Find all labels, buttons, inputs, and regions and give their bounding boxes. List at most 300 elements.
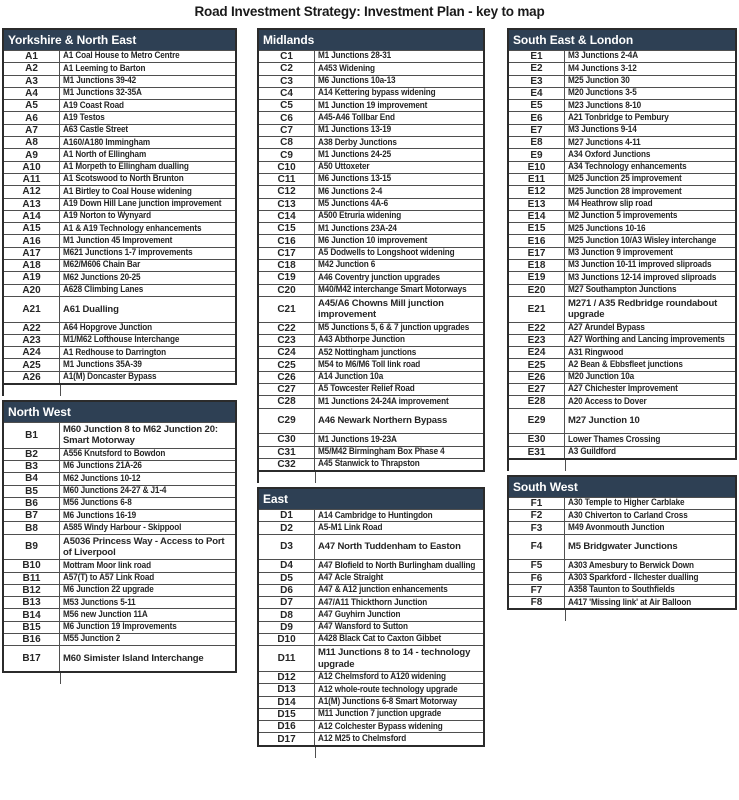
table-row <box>4 448 235 460</box>
row-desc-text: A303 Amesbury to Berwick Down <box>568 560 694 571</box>
row-desc-text: A500 Etruria widening <box>318 210 402 222</box>
row-desc-text: A358 Taunton to Southfields <box>568 584 675 596</box>
row-id-cell: D15 <box>259 709 315 720</box>
row-desc-cell <box>315 522 483 533</box>
row-desc-cell <box>60 88 235 99</box>
row-id-cell: A17 <box>4 248 60 259</box>
row-desc-cell <box>315 63 483 74</box>
row-desc-cell <box>315 359 483 370</box>
table-row <box>4 346 235 358</box>
row-id-cell: E7 <box>509 125 565 136</box>
row-desc-text: M1 Junctions 24-24A improvement <box>318 396 449 407</box>
row-id-cell: A7 <box>4 125 60 136</box>
row-desc-text: A27 Arundel Bypass <box>568 322 645 333</box>
row-desc-cell <box>315 88 483 99</box>
row-desc-text: A2 Bean & Ebbsfleet junctions <box>568 359 683 370</box>
row-desc-cell <box>315 248 483 259</box>
row-id-cell: C20 <box>259 285 315 296</box>
row-desc-text: M53 Junctions 5-11 <box>63 597 136 608</box>
row-desc-text: A1 Leeming to Barton <box>63 63 146 74</box>
row-desc-text: M56 new Junction 11A <box>63 609 148 620</box>
table-row <box>259 509 483 521</box>
row-desc-text: A628 Climbing Lanes <box>63 284 144 296</box>
row-id-cell: B6 <box>4 498 60 509</box>
row-id-cell: B15 <box>4 622 60 633</box>
row-id-cell: E17 <box>509 248 565 259</box>
row-desc-text: A5 Dodwells to Longshoot widening <box>318 247 455 259</box>
row-id-cell: F8 <box>509 597 565 608</box>
row-desc-cell <box>60 597 235 608</box>
row-desc-text: M1 Junctions 28-31 <box>318 51 392 62</box>
table-row <box>259 346 483 358</box>
row-desc-text: A43 Abthorpe Junction <box>318 334 405 346</box>
row-desc-text: M1 Junctions 23A-24 <box>318 223 397 234</box>
table-row <box>259 446 483 458</box>
row-desc-text: A47 Guyhirn Junction <box>318 609 401 620</box>
row-id-cell: A21 <box>4 297 60 322</box>
row-id-cell: A1 <box>4 51 60 62</box>
row-desc-cell <box>315 199 483 210</box>
row-id-cell: E10 <box>509 162 565 173</box>
row-id-cell: C26 <box>259 372 315 383</box>
row-desc-cell <box>60 522 235 533</box>
table-row <box>4 334 235 346</box>
row-desc-cell <box>60 498 235 509</box>
row-desc-text: A5036 Princess Way - Access to Port of Liverpool <box>63 535 225 558</box>
row-id-cell: B11 <box>4 573 60 584</box>
row-id-cell: E26 <box>509 372 565 383</box>
row-id-cell: A18 <box>4 260 60 271</box>
region-rows <box>259 50 483 470</box>
row-desc-cell <box>565 297 735 322</box>
row-id-cell: E28 <box>509 396 565 407</box>
row-desc-text: M1 Junction 45 Improvement <box>63 235 173 246</box>
row-desc-cell <box>565 510 735 521</box>
row-desc-cell <box>565 149 735 160</box>
table-row <box>259 408 483 434</box>
row-desc-cell <box>60 323 235 334</box>
table-row <box>259 371 483 383</box>
row-desc-text: M5 Junctions 5, 6 & 7 junction upgrades <box>318 322 470 333</box>
table-row <box>509 371 735 383</box>
row-id-cell: F4 <box>509 535 565 560</box>
row-desc-cell <box>565 323 735 334</box>
table-row <box>259 383 483 395</box>
region-section <box>507 475 737 611</box>
table-row <box>509 210 735 222</box>
row-id-cell: E22 <box>509 323 565 334</box>
table-row <box>4 50 235 62</box>
row-desc-cell <box>565 88 735 99</box>
row-desc-cell <box>60 162 235 173</box>
row-id-cell: B7 <box>4 510 60 521</box>
table-row <box>4 534 235 560</box>
row-desc-cell <box>315 535 483 560</box>
row-desc-cell <box>315 186 483 197</box>
table-row <box>509 87 735 99</box>
table-row <box>259 708 483 720</box>
table-row <box>259 161 483 173</box>
row-id-cell: A3 <box>4 76 60 87</box>
row-desc-text: Lower Thames Crossing <box>568 434 661 445</box>
row-id-cell: A10 <box>4 162 60 173</box>
row-desc-cell <box>315 733 483 744</box>
table-row <box>259 720 483 732</box>
row-desc-text: A47 Wansford to Sutton <box>318 621 408 633</box>
table-row <box>509 75 735 87</box>
row-id-cell: B13 <box>4 597 60 608</box>
row-id-cell: E20 <box>509 285 565 296</box>
row-id-cell: C28 <box>259 396 315 407</box>
table-row <box>509 433 735 445</box>
row-desc-text: A46 Newark Northern Bypass <box>318 415 448 427</box>
table-row <box>259 185 483 197</box>
row-desc-text: M6 Junctions 10a-13 <box>318 75 396 87</box>
row-id-cell: C4 <box>259 88 315 99</box>
row-desc-cell <box>60 125 235 136</box>
row-desc-cell <box>315 285 483 296</box>
row-desc-cell <box>315 235 483 246</box>
row-desc-text: M62 Junctions 20-25 <box>63 272 141 283</box>
row-desc-cell <box>565 186 735 197</box>
row-desc-text: M3 Junction 10-11 improved sliproads <box>568 260 712 271</box>
row-id-cell: E13 <box>509 199 565 210</box>
row-desc-cell <box>565 434 735 445</box>
row-desc-cell <box>315 347 483 358</box>
table-row <box>509 136 735 148</box>
table-row <box>259 99 483 111</box>
row-desc-text: A303 Sparkford - Ilchester dualling <box>568 572 699 583</box>
row-id-cell: D4 <box>259 560 315 571</box>
row-desc-cell <box>315 672 483 683</box>
row-desc-cell <box>315 609 483 620</box>
row-id-cell: C14 <box>259 211 315 222</box>
table-row <box>259 234 483 246</box>
table-row <box>4 497 235 509</box>
row-desc-text: A27 Chichester Improvement <box>568 384 678 395</box>
table-row <box>259 696 483 708</box>
row-id-cell: C7 <box>259 125 315 136</box>
row-id-cell: F5 <box>509 560 565 571</box>
row-desc-cell <box>315 260 483 271</box>
table-row <box>509 446 735 458</box>
row-desc-cell <box>60 510 235 521</box>
row-desc-cell <box>565 162 735 173</box>
table-row <box>4 99 235 111</box>
row-id-cell: C9 <box>259 149 315 160</box>
table-row <box>259 173 483 185</box>
region-column-middle <box>257 28 485 762</box>
row-desc-text: A1 Morpeth to Ellingham dualling <box>63 161 189 173</box>
row-desc-cell <box>565 51 735 62</box>
region-section <box>257 487 485 747</box>
table-row <box>4 124 235 136</box>
table-row <box>259 608 483 620</box>
table-row <box>509 334 735 346</box>
table-row <box>509 346 735 358</box>
row-desc-text: M5 Bridgwater Junctions <box>568 541 678 553</box>
table-row <box>509 534 735 560</box>
table-row <box>509 111 735 123</box>
row-id-cell: C21 <box>259 297 315 322</box>
table-row <box>509 259 735 271</box>
row-id-cell: E14 <box>509 211 565 222</box>
row-desc-text: A14 Cambridge to Huntingdon <box>318 510 433 521</box>
row-desc-cell <box>60 535 235 560</box>
table-row <box>4 148 235 160</box>
table-row <box>259 534 483 560</box>
empty-row-stub <box>507 610 566 621</box>
row-id-cell: D3 <box>259 535 315 560</box>
table-row <box>509 148 735 160</box>
row-desc-text: A5-M1 Link Road <box>318 522 383 533</box>
row-desc-text: A428 Black Cat to Caxton Gibbet <box>318 634 442 645</box>
row-desc-text: M60 Junction 8 to M62 Junction 20: Smart Motorway <box>63 424 218 447</box>
row-desc-cell <box>60 51 235 62</box>
region-section <box>2 28 237 385</box>
row-id-cell: D12 <box>259 672 315 683</box>
table-row <box>259 271 483 283</box>
table-row <box>259 50 483 62</box>
table-row <box>509 247 735 259</box>
table-row <box>259 596 483 608</box>
row-desc-cell <box>565 335 735 346</box>
row-desc-cell <box>565 211 735 222</box>
row-id-cell: C2 <box>259 63 315 74</box>
table-row <box>259 62 483 74</box>
region-rows <box>259 509 483 745</box>
row-desc-text: A47 Acle Straight <box>318 572 384 583</box>
empty-row-stub <box>507 460 566 471</box>
row-desc-cell <box>60 335 235 346</box>
row-desc-cell <box>315 384 483 395</box>
row-id-cell: B8 <box>4 522 60 533</box>
row-desc-cell <box>315 174 483 185</box>
table-row <box>259 521 483 533</box>
row-desc-cell <box>60 235 235 246</box>
row-desc-text: M4 Junctions 3-12 <box>568 63 637 74</box>
row-id-cell: B5 <box>4 486 60 497</box>
table-row <box>4 87 235 99</box>
row-desc-cell <box>565 409 735 434</box>
table-row <box>4 247 235 259</box>
row-desc-cell <box>60 76 235 87</box>
table-row <box>4 521 235 533</box>
row-id-cell: E6 <box>509 112 565 123</box>
row-desc-text: M25 Junctions 10-16 <box>568 223 646 234</box>
row-id-cell: C24 <box>259 347 315 358</box>
row-id-cell: E16 <box>509 235 565 246</box>
table-row <box>259 458 483 470</box>
row-desc-text: M25 Junction 30 <box>568 75 630 87</box>
row-desc-text: A12 Chelmsford to A120 widening <box>318 671 446 683</box>
row-desc-text: M1 Junctions 24-25 <box>318 149 392 160</box>
table-row <box>509 395 735 407</box>
row-desc-text: M6 Junctions 2-4 <box>318 186 383 197</box>
row-desc-cell <box>60 347 235 358</box>
row-desc-text: A30 Temple to Higher Carblake <box>568 497 685 509</box>
row-id-cell: E30 <box>509 434 565 445</box>
table-row <box>4 358 235 370</box>
row-desc-text: A19 Testos <box>63 112 105 123</box>
table-row <box>509 234 735 246</box>
row-desc-cell <box>60 100 235 111</box>
row-desc-text: M60 Simister Island Interchange <box>63 653 204 665</box>
table-row <box>4 75 235 87</box>
row-desc-text: A453 Widening <box>318 63 375 74</box>
row-id-cell: A8 <box>4 137 60 148</box>
row-id-cell: A15 <box>4 223 60 234</box>
row-id-cell: A24 <box>4 347 60 358</box>
table-row <box>4 185 235 197</box>
row-id-cell: C18 <box>259 260 315 271</box>
table-row <box>259 87 483 99</box>
row-desc-cell <box>565 285 735 296</box>
row-desc-text: A64 Hopgrove Junction <box>63 322 152 333</box>
row-desc-cell <box>315 297 483 322</box>
row-desc-cell <box>315 622 483 633</box>
row-desc-cell <box>565 359 735 370</box>
row-desc-cell <box>60 149 235 160</box>
row-desc-text: M3 Junctions 12-14 improved sliproads <box>568 272 717 283</box>
table-row <box>509 509 735 521</box>
row-desc-text: A14 Kettering bypass widening <box>318 87 436 99</box>
row-desc-text: A30 Chiverton to Carland Cross <box>568 510 688 521</box>
row-id-cell: A6 <box>4 112 60 123</box>
row-desc-text: M271 / A35 Redbridge roundabout upgrade <box>568 298 718 321</box>
table-row <box>259 259 483 271</box>
row-desc-text: M27 Southampton Junctions <box>568 284 677 296</box>
region-section <box>257 28 485 472</box>
row-id-cell: D17 <box>259 733 315 744</box>
row-id-cell: C32 <box>259 459 315 470</box>
row-desc-text: M20 Junction 10a <box>568 371 635 383</box>
row-desc-text: M56 Junctions 6-8 <box>63 497 132 509</box>
region-rows <box>4 50 235 383</box>
table-row <box>509 408 735 434</box>
row-desc-cell <box>315 573 483 584</box>
row-desc-cell <box>565 260 735 271</box>
row-desc-text: M3 Junction 9 improvement <box>568 247 673 259</box>
table-row <box>4 633 235 645</box>
row-desc-text: A1(M) Doncaster Bypass <box>63 371 157 383</box>
row-id-cell: F7 <box>509 585 565 596</box>
row-desc-cell <box>60 585 235 596</box>
row-desc-text: M62 Junctions 10-12 <box>63 473 141 484</box>
row-desc-text: A47 & A12 junction enhancements <box>318 584 448 596</box>
row-id-cell: A11 <box>4 174 60 185</box>
row-desc-cell <box>60 461 235 472</box>
row-desc-cell <box>565 112 735 123</box>
table-row <box>4 210 235 222</box>
row-desc-text: A5 Towcester Relief Road <box>318 384 415 395</box>
row-desc-cell <box>60 272 235 283</box>
row-desc-cell <box>565 199 735 210</box>
row-id-cell: C1 <box>259 51 315 62</box>
row-id-cell: C27 <box>259 384 315 395</box>
row-desc-text: A1 Scotswood to North Brunton <box>63 173 184 185</box>
row-id-cell: E29 <box>509 409 565 434</box>
row-id-cell: E11 <box>509 174 565 185</box>
table-row <box>259 572 483 584</box>
row-id-cell: C11 <box>259 174 315 185</box>
table-row <box>4 584 235 596</box>
row-desc-cell <box>565 174 735 185</box>
row-desc-text: A63 Castle Street <box>63 124 129 136</box>
row-desc-text: A47 Blofield to North Burlingham dualling <box>318 560 476 571</box>
row-desc-text: M25 Junction 10/A3 Wisley interchange <box>568 235 717 246</box>
row-id-cell: B10 <box>4 560 60 571</box>
table-row <box>4 596 235 608</box>
region-header: North West <box>4 402 235 422</box>
row-id-cell: E27 <box>509 384 565 395</box>
row-id-cell: C29 <box>259 409 315 434</box>
table-row <box>509 198 735 210</box>
row-desc-text: M5/M42 Birmingham Box Phase 4 <box>318 446 445 457</box>
row-desc-text: M25 Junction 25 improvement <box>568 173 682 185</box>
table-row <box>259 111 483 123</box>
row-desc-cell <box>565 347 735 358</box>
row-id-cell: D16 <box>259 721 315 732</box>
row-id-cell: A20 <box>4 285 60 296</box>
table-row <box>259 633 483 645</box>
row-desc-cell <box>315 409 483 434</box>
table-row <box>509 185 735 197</box>
row-desc-text: M60 Junctions 24-27 & J1-4 <box>63 485 167 496</box>
row-desc-text: A160/A180 Immingham <box>63 137 151 148</box>
table-row <box>259 210 483 222</box>
row-desc-text: A12 Colchester Bypass widening <box>318 721 443 732</box>
row-desc-text: M62/M606 Chain Bar <box>63 260 141 271</box>
table-row <box>4 509 235 521</box>
row-desc-cell <box>315 510 483 521</box>
row-desc-text: A57(T) to A57 Link Road <box>63 572 155 583</box>
row-id-cell: A26 <box>4 372 60 383</box>
row-desc-cell <box>565 535 735 560</box>
row-id-cell: F1 <box>509 498 565 509</box>
row-desc-text: M6 Junction 22 upgrade <box>63 584 154 596</box>
row-desc-text: A21 Tonbridge to Pembury <box>568 112 669 123</box>
table-row <box>509 99 735 111</box>
row-desc-cell <box>315 697 483 708</box>
row-id-cell: A5 <box>4 100 60 111</box>
row-id-cell: C10 <box>259 162 315 173</box>
row-desc-text: M40/M42 interchange Smart Motorways <box>318 284 467 296</box>
row-id-cell: D13 <box>259 684 315 695</box>
row-desc-cell <box>60 646 235 671</box>
table-row <box>509 383 735 395</box>
table-row <box>509 271 735 283</box>
row-id-cell: C19 <box>259 272 315 283</box>
table-row <box>4 296 235 322</box>
row-desc-text: M49 Avonmouth Junction <box>568 522 665 533</box>
row-id-cell: E24 <box>509 347 565 358</box>
row-desc-text: Mottram Moor link road <box>63 560 151 571</box>
table-row <box>259 358 483 370</box>
row-desc-cell <box>60 573 235 584</box>
row-desc-cell <box>315 560 483 571</box>
row-desc-text: M3 Junctions 9-14 <box>568 124 637 136</box>
row-desc-text: A19 Down Hill Lane junction improvement <box>63 198 222 209</box>
row-desc-text: A47/A11 Thickthorn Junction <box>318 597 428 608</box>
row-desc-cell <box>315 335 483 346</box>
row-desc-text: A45-A46 Tollbar End <box>318 112 395 123</box>
row-id-cell: C22 <box>259 323 315 334</box>
row-id-cell: C5 <box>259 100 315 111</box>
row-desc-cell <box>315 100 483 111</box>
row-desc-cell <box>60 211 235 222</box>
row-id-cell: D9 <box>259 622 315 633</box>
